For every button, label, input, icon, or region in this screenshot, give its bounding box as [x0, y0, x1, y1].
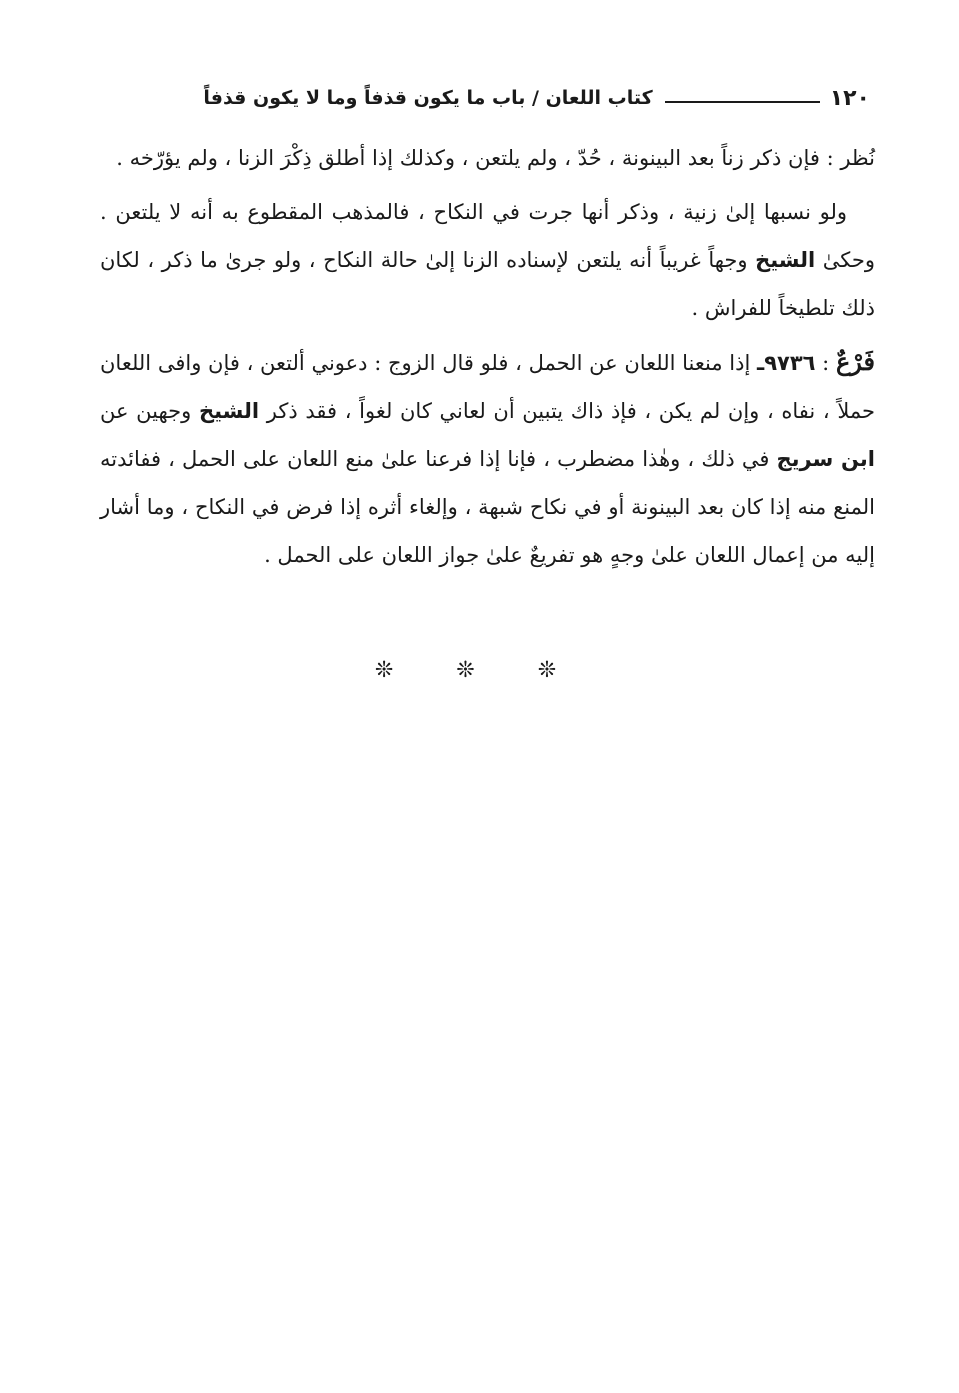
paragraph-3-text-a: إذا منعنا اللعان عن الحمل ، فلو قال الزوج : دعوني ألتعن ، فإن وافى اللعان حملاً ، نفاه ، وإن لم يكن ، فإذ ذاك يتبين أن لعاني كان لغواً ، فقد ذكر — [100, 351, 875, 423]
far-label: فَرْعٌ — [835, 347, 875, 376]
label-colon: : — [815, 351, 836, 375]
paragraph-2-text-b: وجهاً غريباً أنه يلتعن لإسناده الزنا إلىٰ حالة النكاح ، ولو جرىٰ ما ذكر ، لكان ذلك تلطيخاً للفراش . — [100, 248, 875, 320]
paragraph-3-text-b: وجهين عن — [100, 399, 199, 423]
paragraph-3-text-c: في ذلك ، وهٰذا مضطرب ، فإنا إذا فرعنا علىٰ منع اللعان على الحمل ، ففائدته المنع منه إذا كان بعد البينونة أو في نكاح شبهة ، وإلغاء أثره إذا فرض في النكاح ، وما أشار إليه من إعمال اللعان علىٰ وجهٍ هو تفريعٌ علىٰ جواز اللعان على الحمل . — [100, 447, 875, 567]
page-number: ١٢٠ — [829, 85, 870, 111]
body-text — [100, 134, 875, 585]
section-end-ornament: ❊ ❊ ❊ — [374, 658, 585, 683]
entry-number: ٩٧٣٦ـ — [757, 351, 816, 375]
ibn-surayj-name: ابن سريج — [776, 447, 875, 471]
paragraph-3 — [100, 338, 875, 579]
paragraph-2-text-a: ولو نسبها إلىٰ زنية ، وذكر أنها جرت في النكاح ، فالمذهب المقطوع به أنه لا يلتعن . وحكىٰ — [100, 200, 875, 272]
sheikh-name: الشيخ — [198, 399, 260, 423]
page-header — [100, 78, 870, 118]
sheikh-name: الشيخ — [755, 248, 816, 272]
paragraph-2 — [100, 188, 875, 332]
paragraph-1-text: نُظر : فإن ذكر زناً بعد البينونة ، حُدّ ، ولم يلتعن ، وكذلك إذا أطلق ذِكْرَ الزنا ، ولم يؤرّخه . — [116, 146, 875, 170]
header-rule — [665, 101, 820, 103]
paragraph-1 — [100, 134, 875, 182]
running-title: كتاب اللعان / باب ما يكون قذفاً وما لا يكون قذفاً — [203, 87, 653, 109]
